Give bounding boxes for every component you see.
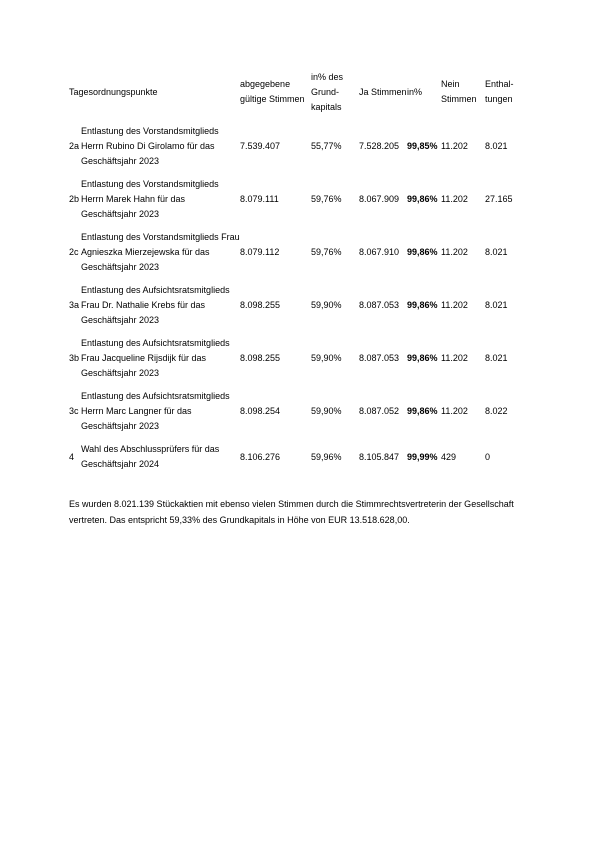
abstain-cell: 8.021	[485, 353, 508, 363]
agenda-item-text: Entlastung des Aufsichtsratsmitglieds Frau Dr. Nathalie Krebs für das Geschäftsjahr 2023	[81, 285, 230, 325]
table-header-row	[69, 68, 529, 116]
pct-capital-cell: 59,76%	[311, 247, 342, 257]
pct-capital-cell: 59,90%	[311, 300, 342, 310]
row-spacer	[69, 381, 529, 389]
table-row	[69, 442, 529, 472]
yes-pct-cell: 99,86%	[407, 300, 438, 310]
spacer-cell	[69, 116, 529, 124]
abstain-cell: 8.021	[485, 247, 508, 257]
yes-votes-cell: 8.067.910	[359, 247, 400, 257]
spacer-cell	[69, 328, 529, 336]
spacer-cell	[69, 381, 529, 389]
pct-capital-cell: 59,90%	[311, 353, 342, 363]
table-row	[69, 177, 529, 222]
no-votes-cell: 429	[441, 451, 457, 462]
table-row	[69, 124, 529, 169]
valid-votes-cell: 8.098.255	[240, 353, 281, 363]
agenda-item-number: 2c	[69, 247, 79, 257]
pct-capital-cell: 59,90%	[311, 406, 342, 416]
header-yes: Ja Stimmen	[359, 86, 407, 97]
pct-capital-cell: 59,76%	[311, 194, 342, 204]
header-no: Nein Stimmen	[441, 79, 477, 104]
agenda-item-text: Wahl des Abschlussprüfers für das Geschäftsjahr 2024	[81, 444, 220, 469]
no-votes-cell: 11.202	[441, 194, 468, 204]
row-spacer	[69, 434, 529, 442]
yes-votes-cell: 8.087.053	[359, 353, 400, 363]
no-votes-cell: 11.202	[441, 247, 468, 257]
abstain-cell: 8.021	[485, 300, 508, 310]
row-spacer	[69, 328, 529, 336]
table-row	[69, 336, 529, 381]
agenda-item-text: Entlastung des Aufsichtsratsmitglieds Herrn Marc Langner für das Geschäftsjahr 2023	[81, 391, 230, 431]
agenda-item-number: 3a	[69, 300, 80, 310]
agenda-item-number: 3c	[69, 406, 79, 416]
yes-pct-cell: 99,86%	[407, 194, 438, 204]
header-abstain: Enthal-tungen	[485, 79, 514, 104]
pct-capital-cell: 55,77%	[311, 141, 342, 151]
yes-votes-cell: 8.087.052	[359, 406, 400, 416]
spacer-cell	[69, 169, 529, 177]
abstain-cell: 8.021	[485, 141, 508, 151]
abstain-cell: 0	[485, 451, 491, 462]
no-votes-cell: 11.202	[441, 300, 468, 310]
valid-votes-cell: 7.539.407	[240, 141, 281, 151]
row-spacer	[69, 275, 529, 283]
table-row	[69, 230, 529, 275]
representation-note: Es wurden 8.021.139 Stückaktien mit ebenso vielen Stimmen durch die Stimmrechtsvertreterin der Gesellschaft vertreten. Das entspricht 59,33% des Grundkapitals in Höhe von EUR 13.518.628,00.	[69, 499, 514, 525]
header-valid-votes: abgegebene gültige Stimmen	[240, 79, 305, 104]
voting-results-table	[69, 68, 529, 472]
valid-votes-cell: 8.098.254	[240, 406, 281, 416]
abstain-cell: 27.165	[485, 194, 513, 204]
yes-pct-cell: 99,85%	[407, 141, 438, 151]
yes-votes-cell: 8.087.053	[359, 300, 400, 310]
header-topic: Tagesordnungspunkte	[69, 86, 158, 97]
agenda-item-text: Entlastung des Vorstandsmitglieds Herrn Marek Hahn für das Geschäftsjahr 2023	[81, 179, 219, 219]
agenda-item-text: Entlastung des Aufsichtsratsmitglieds Frau Jacqueline Rijsdijk für das Geschäftsjahr 2023	[81, 338, 230, 378]
table-row	[69, 389, 529, 434]
yes-pct-cell: 99,86%	[407, 247, 438, 257]
row-spacer	[69, 116, 529, 124]
pct-capital-cell: 59,96%	[311, 451, 342, 462]
yes-pct-cell: 99,86%	[407, 353, 438, 363]
yes-votes-cell: 8.067.909	[359, 194, 400, 204]
abstain-cell: 8.022	[485, 406, 508, 416]
no-votes-cell: 11.202	[441, 141, 468, 151]
yes-pct-cell: 99,86%	[407, 406, 438, 416]
agenda-item-number: 2a	[69, 141, 80, 151]
row-spacer	[69, 169, 529, 177]
spacer-cell	[69, 275, 529, 283]
spacer-cell	[69, 434, 529, 442]
table-row	[69, 283, 529, 328]
yes-votes-cell: 7.528.205	[359, 141, 400, 151]
header-yes-pct: in%	[407, 86, 423, 97]
agenda-item-text: Entlastung des Vorstandsmitglieds Herrn Rubino Di Girolamo für das Geschäftsjahr 2023	[81, 126, 219, 166]
agenda-item-number: 2b	[69, 194, 80, 204]
agenda-item-text: Entlastung des Vorstandsmitglieds Frau Agnieszka Mierzejewska für das Geschäftsjahr 2023	[81, 232, 240, 272]
no-votes-cell: 11.202	[441, 406, 468, 416]
no-votes-cell: 11.202	[441, 353, 468, 363]
row-spacer	[69, 222, 529, 230]
valid-votes-cell: 8.106.276	[240, 451, 281, 462]
valid-votes-cell: 8.079.111	[240, 194, 279, 204]
yes-pct-cell: 99,99%	[407, 451, 438, 462]
valid-votes-cell: 8.079.112	[240, 247, 280, 257]
header-pct-capital: in% des Grund-kapitals	[311, 71, 344, 112]
spacer-cell	[69, 222, 529, 230]
agenda-item-number: 3b	[69, 353, 80, 363]
agenda-item-number: 4	[69, 451, 75, 462]
valid-votes-cell: 8.098.255	[240, 300, 281, 310]
yes-votes-cell: 8.105.847	[359, 451, 400, 462]
